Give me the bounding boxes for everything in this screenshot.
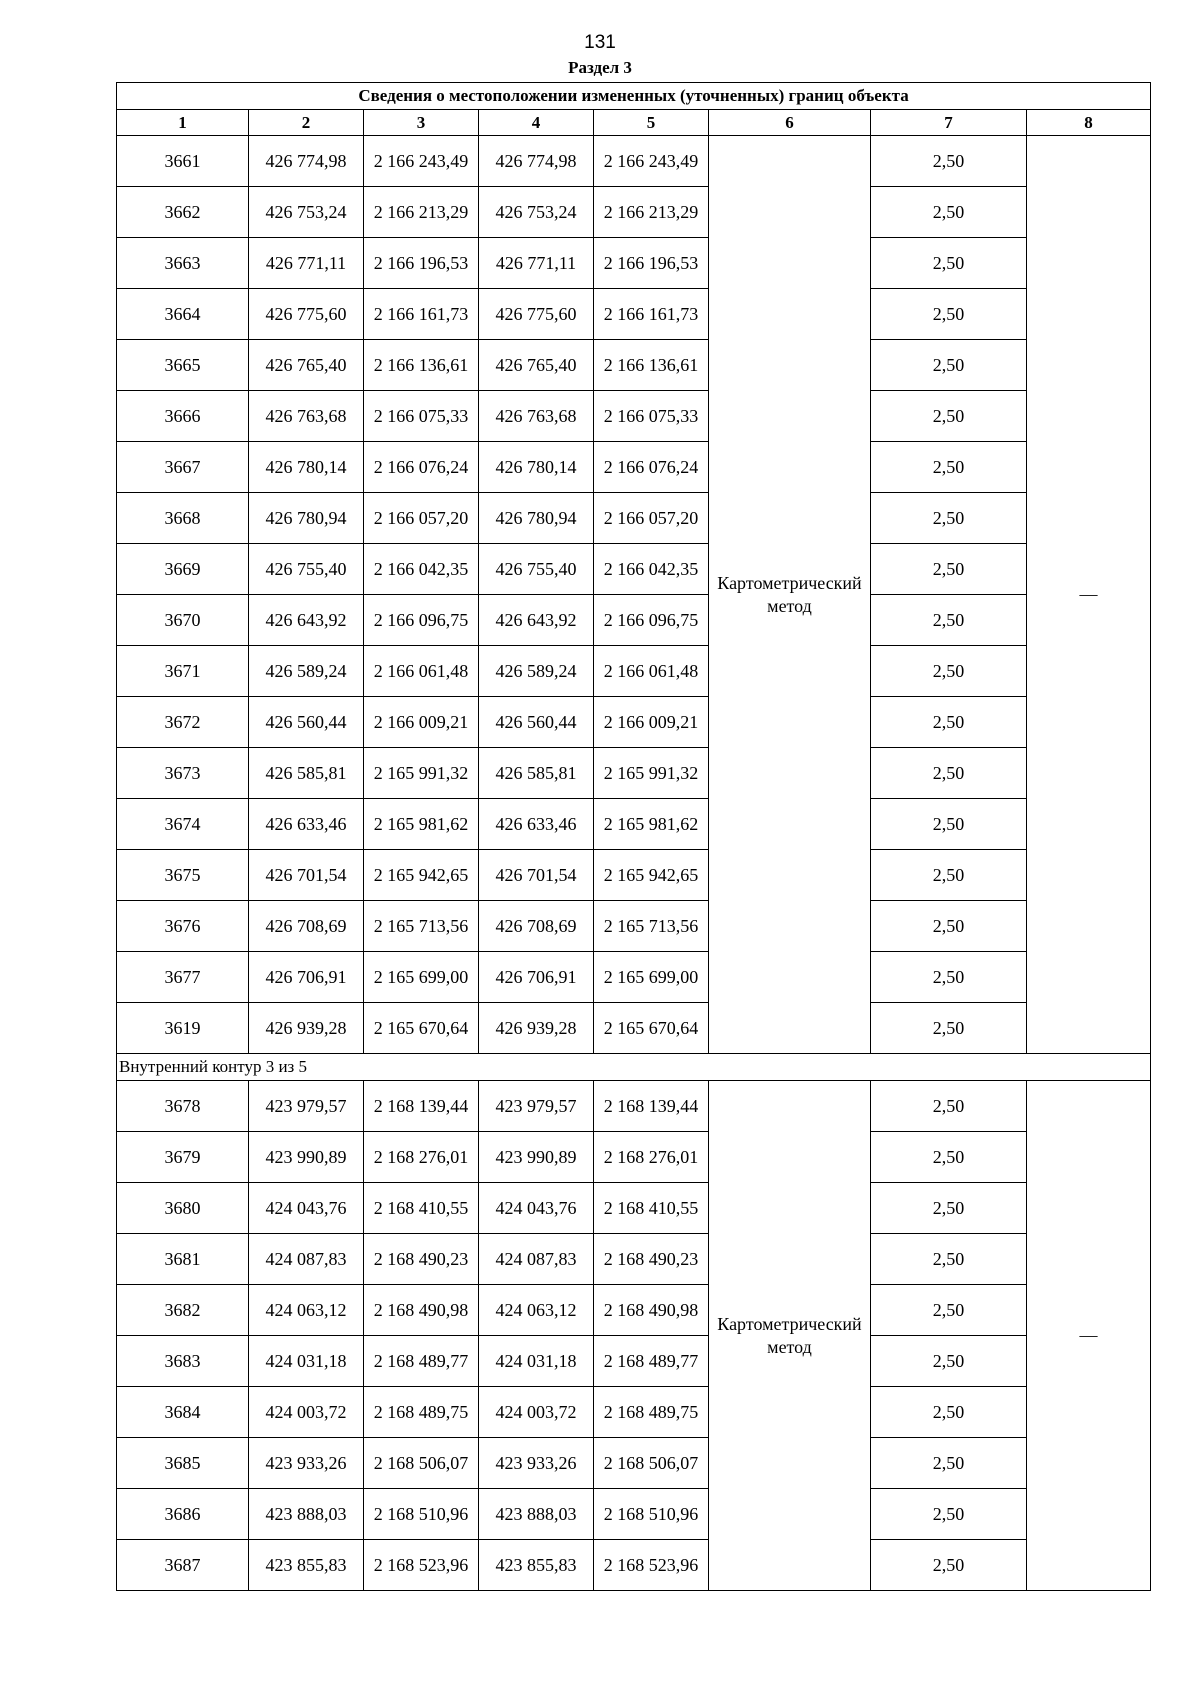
y-new-cell: 2 166 213,29	[594, 187, 709, 238]
point-number-cell: 3671	[117, 646, 249, 697]
y-new-cell: 2 168 490,23	[594, 1234, 709, 1285]
x-new-cell: 426 774,98	[479, 136, 594, 187]
column-number: 5	[594, 110, 709, 136]
accuracy-cell: 2,50	[871, 1438, 1027, 1489]
x-existing-cell: 426 753,24	[249, 187, 364, 238]
x-existing-cell: 424 043,76	[249, 1183, 364, 1234]
x-new-cell: 426 560,44	[479, 697, 594, 748]
table-row	[117, 1540, 1151, 1591]
y-existing-cell: 2 168 506,07	[364, 1438, 479, 1489]
point-number-cell: 3676	[117, 901, 249, 952]
accuracy-cell: 2,50	[871, 442, 1027, 493]
contour-label: Внутренний контур 3 из 5	[117, 1054, 1151, 1081]
column-number: 7	[871, 110, 1027, 136]
x-existing-cell: 424 063,12	[249, 1285, 364, 1336]
point-number-cell: 3683	[117, 1336, 249, 1387]
x-new-cell: 426 765,40	[479, 340, 594, 391]
table-row	[117, 1081, 1151, 1132]
y-new-cell: 2 166 009,21	[594, 697, 709, 748]
x-new-cell: 426 708,69	[479, 901, 594, 952]
column-number: 6	[709, 110, 871, 136]
accuracy-cell: 2,50	[871, 748, 1027, 799]
accuracy-cell: 2,50	[871, 1285, 1027, 1336]
table-row	[117, 646, 1151, 697]
x-existing-cell: 426 775,60	[249, 289, 364, 340]
x-new-cell: 424 087,83	[479, 1234, 594, 1285]
accuracy-cell: 2,50	[871, 391, 1027, 442]
accuracy-cell: 2,50	[871, 1234, 1027, 1285]
y-new-cell: 2 165 670,64	[594, 1003, 709, 1054]
column-number: 1	[117, 110, 249, 136]
accuracy-cell: 2,50	[871, 850, 1027, 901]
y-existing-cell: 2 166 196,53	[364, 238, 479, 289]
point-number-cell: 3668	[117, 493, 249, 544]
table-row	[117, 289, 1151, 340]
y-new-cell: 2 166 161,73	[594, 289, 709, 340]
point-number-cell: 3663	[117, 238, 249, 289]
table-row	[117, 544, 1151, 595]
y-new-cell: 2 166 136,61	[594, 340, 709, 391]
table-row	[117, 442, 1151, 493]
point-number-cell: 3679	[117, 1132, 249, 1183]
table-row	[117, 1336, 1151, 1387]
x-existing-cell: 426 701,54	[249, 850, 364, 901]
x-new-cell: 426 771,11	[479, 238, 594, 289]
accuracy-cell: 2,50	[871, 1081, 1027, 1132]
y-new-cell: 2 166 061,48	[594, 646, 709, 697]
y-new-cell: 2 165 713,56	[594, 901, 709, 952]
x-existing-cell: 424 087,83	[249, 1234, 364, 1285]
point-number-cell: 3667	[117, 442, 249, 493]
x-existing-cell: 426 706,91	[249, 952, 364, 1003]
y-existing-cell: 2 168 489,75	[364, 1387, 479, 1438]
x-new-cell: 424 003,72	[479, 1387, 594, 1438]
accuracy-cell: 2,50	[871, 340, 1027, 391]
y-new-cell: 2 168 490,98	[594, 1285, 709, 1336]
column-8-cell: —	[1027, 1081, 1151, 1591]
table-row	[117, 1387, 1151, 1438]
x-existing-cell: 426 763,68	[249, 391, 364, 442]
y-new-cell: 2 166 096,75	[594, 595, 709, 646]
point-number-cell: 3680	[117, 1183, 249, 1234]
y-new-cell: 2 168 510,96	[594, 1489, 709, 1540]
accuracy-cell: 2,50	[871, 697, 1027, 748]
y-new-cell: 2 166 075,33	[594, 391, 709, 442]
accuracy-cell: 2,50	[871, 1336, 1027, 1387]
point-number-cell: 3681	[117, 1234, 249, 1285]
x-new-cell: 423 888,03	[479, 1489, 594, 1540]
accuracy-cell: 2,50	[871, 1540, 1027, 1591]
x-existing-cell: 426 560,44	[249, 697, 364, 748]
point-number-cell: 3662	[117, 187, 249, 238]
table-row	[117, 238, 1151, 289]
accuracy-cell: 2,50	[871, 493, 1027, 544]
column-number: 3	[364, 110, 479, 136]
y-existing-cell: 2 166 243,49	[364, 136, 479, 187]
x-new-cell: 423 990,89	[479, 1132, 594, 1183]
column-number: 8	[1027, 110, 1151, 136]
accuracy-cell: 2,50	[871, 799, 1027, 850]
y-existing-cell: 2 165 670,64	[364, 1003, 479, 1054]
point-number-cell: 3664	[117, 289, 249, 340]
table-row	[117, 850, 1151, 901]
table-row	[117, 136, 1151, 187]
accuracy-cell: 2,50	[871, 1132, 1027, 1183]
x-new-cell: 426 775,60	[479, 289, 594, 340]
x-new-cell: 424 043,76	[479, 1183, 594, 1234]
y-existing-cell: 2 168 490,23	[364, 1234, 479, 1285]
column-number: 4	[479, 110, 594, 136]
x-new-cell: 426 585,81	[479, 748, 594, 799]
table-row	[117, 595, 1151, 646]
contour-row	[117, 1054, 1151, 1081]
accuracy-cell: 2,50	[871, 1387, 1027, 1438]
point-number-cell: 3687	[117, 1540, 249, 1591]
x-new-cell: 423 855,83	[479, 1540, 594, 1591]
x-existing-cell: 426 708,69	[249, 901, 364, 952]
y-new-cell: 2 166 042,35	[594, 544, 709, 595]
page-number: 131	[584, 32, 616, 53]
table-row	[117, 1285, 1151, 1336]
accuracy-cell: 2,50	[871, 544, 1027, 595]
accuracy-cell: 2,50	[871, 238, 1027, 289]
x-existing-cell: 426 585,81	[249, 748, 364, 799]
y-existing-cell: 2 166 076,24	[364, 442, 479, 493]
x-new-cell: 426 753,24	[479, 187, 594, 238]
x-new-cell: 423 933,26	[479, 1438, 594, 1489]
x-existing-cell: 426 774,98	[249, 136, 364, 187]
point-number-cell: 3677	[117, 952, 249, 1003]
table-row	[117, 391, 1151, 442]
x-new-cell: 426 643,92	[479, 595, 594, 646]
point-number-cell: 3673	[117, 748, 249, 799]
table-row	[117, 748, 1151, 799]
x-new-cell: 426 939,28	[479, 1003, 594, 1054]
table-row	[117, 493, 1151, 544]
y-existing-cell: 2 165 699,00	[364, 952, 479, 1003]
x-new-cell: 426 780,14	[479, 442, 594, 493]
y-new-cell: 2 166 196,53	[594, 238, 709, 289]
y-existing-cell: 2 168 510,96	[364, 1489, 479, 1540]
point-number-cell: 3686	[117, 1489, 249, 1540]
boundary-coordinates-table	[116, 82, 1151, 1591]
accuracy-cell: 2,50	[871, 1003, 1027, 1054]
y-existing-cell: 2 165 981,62	[364, 799, 479, 850]
y-new-cell: 2 165 981,62	[594, 799, 709, 850]
x-existing-cell: 423 979,57	[249, 1081, 364, 1132]
method-cell: Картометрический метод	[709, 1081, 871, 1591]
accuracy-cell: 2,50	[871, 1489, 1027, 1540]
y-existing-cell: 2 165 713,56	[364, 901, 479, 952]
x-existing-cell: 426 939,28	[249, 1003, 364, 1054]
y-existing-cell: 2 165 991,32	[364, 748, 479, 799]
section-title: Раздел 3	[568, 58, 632, 77]
table-row	[117, 1003, 1151, 1054]
y-existing-cell: 2 166 213,29	[364, 187, 479, 238]
y-new-cell: 2 168 139,44	[594, 1081, 709, 1132]
x-new-cell: 426 755,40	[479, 544, 594, 595]
y-new-cell: 2 168 410,55	[594, 1183, 709, 1234]
x-existing-cell: 426 780,14	[249, 442, 364, 493]
x-existing-cell: 426 771,11	[249, 238, 364, 289]
table-row	[117, 1132, 1151, 1183]
x-new-cell: 426 763,68	[479, 391, 594, 442]
x-new-cell: 423 979,57	[479, 1081, 594, 1132]
point-number-cell: 3669	[117, 544, 249, 595]
y-existing-cell: 2 166 161,73	[364, 289, 479, 340]
y-existing-cell: 2 166 042,35	[364, 544, 479, 595]
table-caption: Сведения о местоположении измененных (уточненных) границ объекта	[117, 83, 1151, 110]
accuracy-cell: 2,50	[871, 187, 1027, 238]
accuracy-cell: 2,50	[871, 952, 1027, 1003]
point-number-cell: 3675	[117, 850, 249, 901]
x-existing-cell: 423 990,89	[249, 1132, 364, 1183]
table-row	[117, 901, 1151, 952]
table-row	[117, 1183, 1151, 1234]
table-row	[117, 952, 1151, 1003]
y-existing-cell: 2 166 136,61	[364, 340, 479, 391]
y-existing-cell: 2 168 523,96	[364, 1540, 479, 1591]
column-number: 2	[249, 110, 364, 136]
y-existing-cell: 2 168 139,44	[364, 1081, 479, 1132]
point-number-cell: 3665	[117, 340, 249, 391]
accuracy-cell: 2,50	[871, 646, 1027, 697]
y-new-cell: 2 166 057,20	[594, 493, 709, 544]
table-row	[117, 1234, 1151, 1285]
table-row	[117, 697, 1151, 748]
x-new-cell: 426 633,46	[479, 799, 594, 850]
point-number-cell: 3666	[117, 391, 249, 442]
point-number-cell: 3682	[117, 1285, 249, 1336]
y-existing-cell: 2 166 096,75	[364, 595, 479, 646]
x-new-cell: 426 701,54	[479, 850, 594, 901]
x-existing-cell: 426 643,92	[249, 595, 364, 646]
y-existing-cell: 2 168 489,77	[364, 1336, 479, 1387]
point-number-cell: 3670	[117, 595, 249, 646]
x-new-cell: 424 031,18	[479, 1336, 594, 1387]
y-new-cell: 2 166 076,24	[594, 442, 709, 493]
table-row	[117, 1438, 1151, 1489]
table-row	[117, 340, 1151, 391]
table-row	[117, 187, 1151, 238]
y-existing-cell: 2 168 490,98	[364, 1285, 479, 1336]
x-new-cell: 426 780,94	[479, 493, 594, 544]
y-existing-cell: 2 166 061,48	[364, 646, 479, 697]
y-new-cell: 2 168 276,01	[594, 1132, 709, 1183]
point-number-cell: 3672	[117, 697, 249, 748]
accuracy-cell: 2,50	[871, 595, 1027, 646]
column-8-cell: —	[1027, 136, 1151, 1054]
x-new-cell: 426 706,91	[479, 952, 594, 1003]
x-existing-cell: 423 855,83	[249, 1540, 364, 1591]
point-number-cell: 3661	[117, 136, 249, 187]
y-new-cell: 2 166 243,49	[594, 136, 709, 187]
x-existing-cell: 426 589,24	[249, 646, 364, 697]
point-number-cell: 3684	[117, 1387, 249, 1438]
y-new-cell: 2 168 489,77	[594, 1336, 709, 1387]
accuracy-cell: 2,50	[871, 1183, 1027, 1234]
point-number-cell: 3678	[117, 1081, 249, 1132]
y-new-cell: 2 168 523,96	[594, 1540, 709, 1591]
x-existing-cell: 426 633,46	[249, 799, 364, 850]
x-existing-cell: 423 888,03	[249, 1489, 364, 1540]
accuracy-cell: 2,50	[871, 136, 1027, 187]
point-number-cell: 3685	[117, 1438, 249, 1489]
y-new-cell: 2 165 942,65	[594, 850, 709, 901]
x-existing-cell: 424 003,72	[249, 1387, 364, 1438]
y-new-cell: 2 168 506,07	[594, 1438, 709, 1489]
method-cell: Картометрический метод	[709, 136, 871, 1054]
x-existing-cell: 426 765,40	[249, 340, 364, 391]
point-number-cell: 3674	[117, 799, 249, 850]
y-existing-cell: 2 166 075,33	[364, 391, 479, 442]
y-new-cell: 2 168 489,75	[594, 1387, 709, 1438]
point-number-cell: 3619	[117, 1003, 249, 1054]
table-row	[117, 1489, 1151, 1540]
x-new-cell: 426 589,24	[479, 646, 594, 697]
y-existing-cell: 2 166 009,21	[364, 697, 479, 748]
y-existing-cell: 2 168 276,01	[364, 1132, 479, 1183]
x-existing-cell: 426 780,94	[249, 493, 364, 544]
accuracy-cell: 2,50	[871, 901, 1027, 952]
y-new-cell: 2 165 699,00	[594, 952, 709, 1003]
x-existing-cell: 423 933,26	[249, 1438, 364, 1489]
y-existing-cell: 2 166 057,20	[364, 493, 479, 544]
x-existing-cell: 424 031,18	[249, 1336, 364, 1387]
x-new-cell: 424 063,12	[479, 1285, 594, 1336]
table-row	[117, 799, 1151, 850]
y-existing-cell: 2 165 942,65	[364, 850, 479, 901]
y-new-cell: 2 165 991,32	[594, 748, 709, 799]
x-existing-cell: 426 755,40	[249, 544, 364, 595]
accuracy-cell: 2,50	[871, 289, 1027, 340]
y-existing-cell: 2 168 410,55	[364, 1183, 479, 1234]
